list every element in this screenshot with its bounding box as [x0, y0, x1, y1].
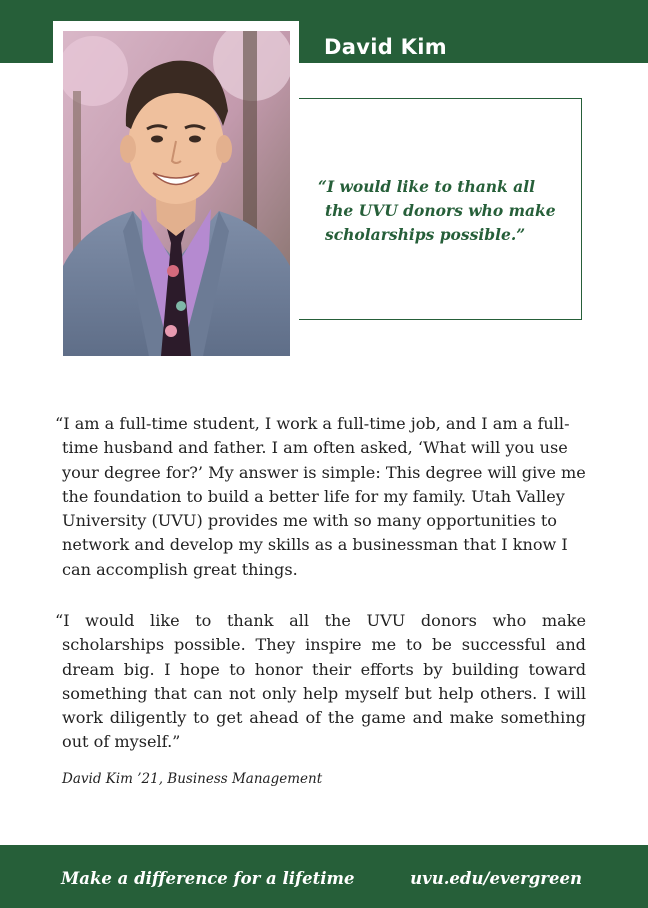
portrait-illustration	[63, 31, 290, 356]
attribution: David Kim ’21, Business Management	[62, 771, 323, 787]
paragraph-line: scholarships possible. They inspire me to be successful and	[62, 635, 586, 655]
testimonial-paragraph-2	[55, 609, 586, 755]
paragraph-line: dream big. I hope to honor their efforts by building toward	[62, 659, 586, 679]
paragraph-line: the foundation to build a better life for my family. Utah Valley	[62, 486, 565, 506]
paragraph-line: time husband and father. I am often asked, ‘What will you use	[62, 438, 568, 458]
paragraph-line: can accomplish great things.	[62, 559, 298, 579]
donor-recipient-name: David Kim	[324, 35, 447, 59]
portrait-photo	[63, 31, 290, 356]
pull-quote-line: “I would like to thank all	[318, 177, 535, 196]
paragraph-line: “I would like to thank all the UVU donors who make	[55, 611, 586, 630]
paragraph-line: “I am a full-time student, I work a full-time job, and I am a full-	[55, 414, 570, 433]
footer-tagline: Make a difference for a lifetime	[61, 869, 355, 888]
footer-url-link[interactable]: uvu.edu/evergreen	[410, 869, 582, 888]
paragraph-line: University (UVU) provides me with so many opportunities to	[62, 511, 557, 531]
testimonial-paragraph-1	[55, 412, 586, 582]
paragraph-line: out of myself.”	[62, 732, 181, 752]
paragraph-line: something that can not only help myself but help others. I will	[62, 683, 586, 703]
paragraph-line: your degree for?’ My answer is simple: This degree will give me	[62, 462, 586, 482]
pull-quote-line: the UVU donors who make	[325, 201, 556, 220]
paragraph-line: work diligently to get ahead of the game and make something	[62, 708, 586, 728]
pull-quote	[318, 175, 568, 247]
pull-quote-line: scholarships possible.”	[325, 225, 526, 244]
paragraph-line: network and develop my skills as a businessman that I know I	[62, 535, 568, 555]
